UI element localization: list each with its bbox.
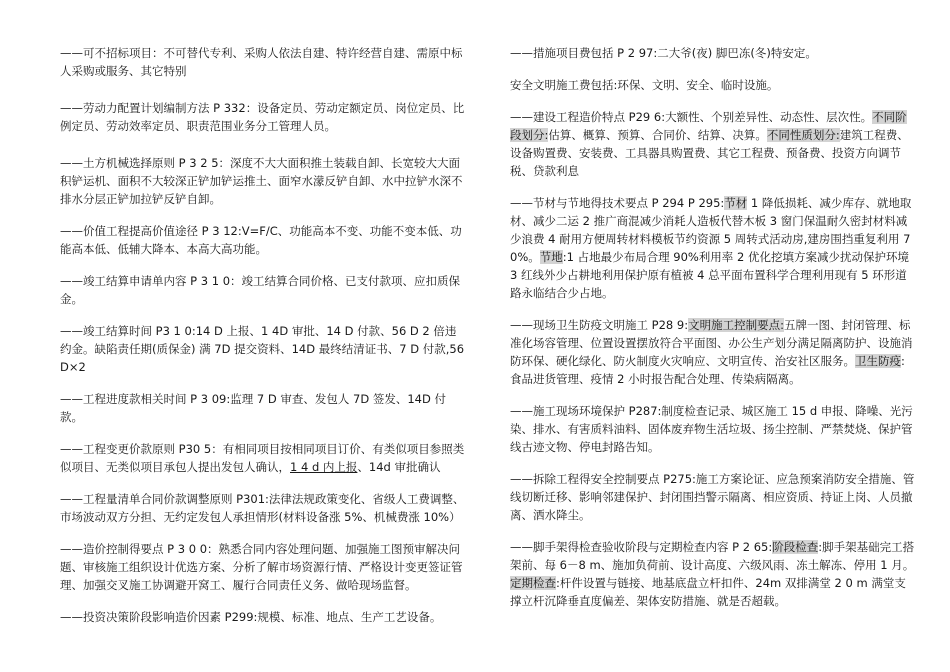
text-segment: ——拆除工程得安全控制要点 P275:施工方案论证、应急预案消防安全措施、管线切断迁移、影响邻建保护、封闭围挡警示隔离、相应资质、持证上岗、人员撤离、洒水降尘。: [510, 472, 915, 522]
text-segment: ——土方机械选择原则 P 3 2 5：深度不大大面积推土装载自卸、长宽较大大面积铲运机、面积不大较深正铲加铲运推土、面窄水濛反铲自卸、水中拉铲水深不排水分层正铲加拉铲反铲自卸。: [60, 156, 463, 206]
text-segment: ——施工现场环境保护 P287:制度检查记录、城区施工 15 d 申报、降噪、光污染、排水、有害质料油料、固体废弃物生活垃圾、扬尘控制、严禁焚烧、保护管线古迹文物、停电封路告知。: [510, 404, 913, 454]
text-segment: ——造价控制得要点 P 3 0 0：熟悉合同内容处理问题、加强施工图预审解决问题、审核施工组织设计优选方案、分析了解市场资源行情、严格设计变更签证管理、加强交叉施工协调避开窝工、履行合同责任义务、做哈现场监督。: [60, 542, 463, 592]
text-segment: ——价值工程提高价值途径 P 3 12:V=F/C、功能高本不变、功能不变本低、功能高本低、低辅大降本、本高大高功能。: [60, 224, 462, 256]
paragraph: [510, 108, 915, 180]
text-segment: :1 占地最少布局合理 90%利用率 2 优化挖填方案减少扰动保护环境 3 红线外少占耕地利用保护原有植被 4 总平面布置科学合理利用现有 5 环形道路永临结合少占地。: [510, 250, 909, 300]
paragraph: [510, 470, 915, 524]
text-segment: ——工程量清单合同价款调整原则 P301:法律法规政策变化、省级人工费调整、市场波动双方分担、无约定发包人承担情形(材料设备涨 5%、机械费涨 10%）: [60, 492, 465, 524]
text-segment: :脚手架基础完工搭架前、每 6－8 m、施加负荷前、设计高度、六级风雨、冻土解冻、停用 1 月。: [510, 540, 915, 572]
text-segment: ——可不招标项目：不可替代专利、采购人依法自建、特许经营自建、需原中标人采购或服务、其它特别: [60, 46, 463, 78]
paragraph: [60, 440, 465, 476]
text-segment: ——竣工结算时间 P3 1 0:14 D 上报、1 4D 审批、14 D 付款、56 D 2 倍违约金。缺陷责任期(质保金) 满 7D 提交资料、14D 最终结清证书、7 D 付款,56D×2: [60, 324, 465, 374]
paragraph: [510, 194, 915, 302]
highlighted-term: 不同阶段划分:: [510, 110, 907, 142]
paragraph: [510, 538, 915, 610]
paragraph: [60, 490, 465, 526]
highlighted-term: 定期检查: [510, 576, 556, 590]
paragraph: [60, 44, 465, 80]
text-segment: 建筑工程费、设备购置费、安装费、工具器具购置费、其它工程费、预备费、投资方向调节税、贷款利息: [510, 128, 909, 178]
highlighted-term: 阶段检查: [772, 540, 819, 554]
paragraph: [60, 99, 465, 135]
paragraph: [510, 44, 915, 62]
text-segment: ——工程进度款相关时间 P 3 09:监理 7 D 审查、发包人 7D 签发、14D 付款。: [60, 392, 446, 424]
underlined-text: 1 4 d 内上报: [290, 460, 358, 474]
text-segment: 安全文明施工费包括:环保、文明、安全、临时设施。: [510, 78, 779, 92]
text-segment: :杆件设置与链接、地基底盘立杆扣件、24m 双排满堂 2 0 m 满堂支撑立杆沉降垂直度偏差、架体安防措施、就是否超载。: [510, 576, 906, 608]
text-segment: ——脚手架得检查验收阶段与定期检查内容 P 2 65:: [510, 540, 773, 554]
paragraph: [510, 402, 915, 456]
paragraph: [60, 540, 465, 594]
left-column: [60, 44, 465, 626]
text-segment: ——节材与节地得技术要点 P 294 P 295:: [510, 196, 725, 210]
text-segment: 1 降低损耗、减少库存、就地取材、减少二运 2 推广商混减少消耗人造板代替木板 3 窗门保温耐久密封材料减少浪费 4 耐用方便周转材料模板节约资源 5 周转式活动房,建房围挡重复利用 70%。: [510, 196, 912, 264]
text-segment: ——工程变更价款原则 P30 5：有相同项目按相同项目订价、有类似项目参照类似项目、无类似项目承包人提出发包人确认，: [60, 442, 465, 474]
text-segment: ——竣工结算申请单内容 P 3 1 0：竣工结算合同价格、已支付款项、应扣质保金。: [60, 274, 461, 306]
text-segment: ——措施项目费包括 P 2 97:二大爷(夜) 脚巴冻(冬)特安定。: [510, 46, 817, 60]
highlighted-term: 不同性质划分:: [766, 128, 840, 142]
text-segment: ——投资决策阶段影响造价因素 P299:规模、标准、地点、生产工艺设备。: [60, 610, 442, 624]
paragraph: [60, 154, 465, 208]
paragraph: [60, 222, 465, 258]
highlighted-term: 节地: [539, 250, 563, 264]
text-segment: ——劳动力配置计划编制方法 P 332：设备定员、劳动定额定员、岗位定员、比例定员、劳动效率定员、职责范围业务分工管理人员。: [60, 101, 465, 133]
text-segment: ——现场卫生防疫文明施工 P28 9:: [510, 318, 689, 332]
paragraph: [60, 390, 465, 426]
highlighted-term: 文明施工控制要点:: [688, 318, 784, 332]
text-segment: 五牌一图、封闭管理、标准化场容管理、位置设置摆放符合平面图、办公生产划分满足隔离防护、设施消防环保、硬化绿化、防火制度火灾响应、文明宣传、治安社区服务。: [510, 318, 913, 368]
right-column: [510, 44, 915, 610]
paragraph: [510, 76, 915, 94]
highlighted-term: 卫生防疫: [855, 354, 901, 368]
text-segment: 、14d 审批确认: [357, 460, 441, 474]
paragraph: [60, 272, 465, 308]
text-segment: 估算、概算、预算、合同价、结算、决算。: [548, 128, 767, 142]
paragraph: [60, 608, 465, 626]
paragraph: [510, 316, 915, 388]
text-segment: ——建设工程造价特点 P29 6:大额性、个别差异性、动态性、层次性。: [510, 110, 873, 124]
paragraph: [60, 322, 465, 376]
highlighted-term: 节材: [724, 196, 748, 210]
text-segment: :食品进货管理、疫情 2 小时报告配合处理、传染病隔离。: [510, 354, 905, 386]
